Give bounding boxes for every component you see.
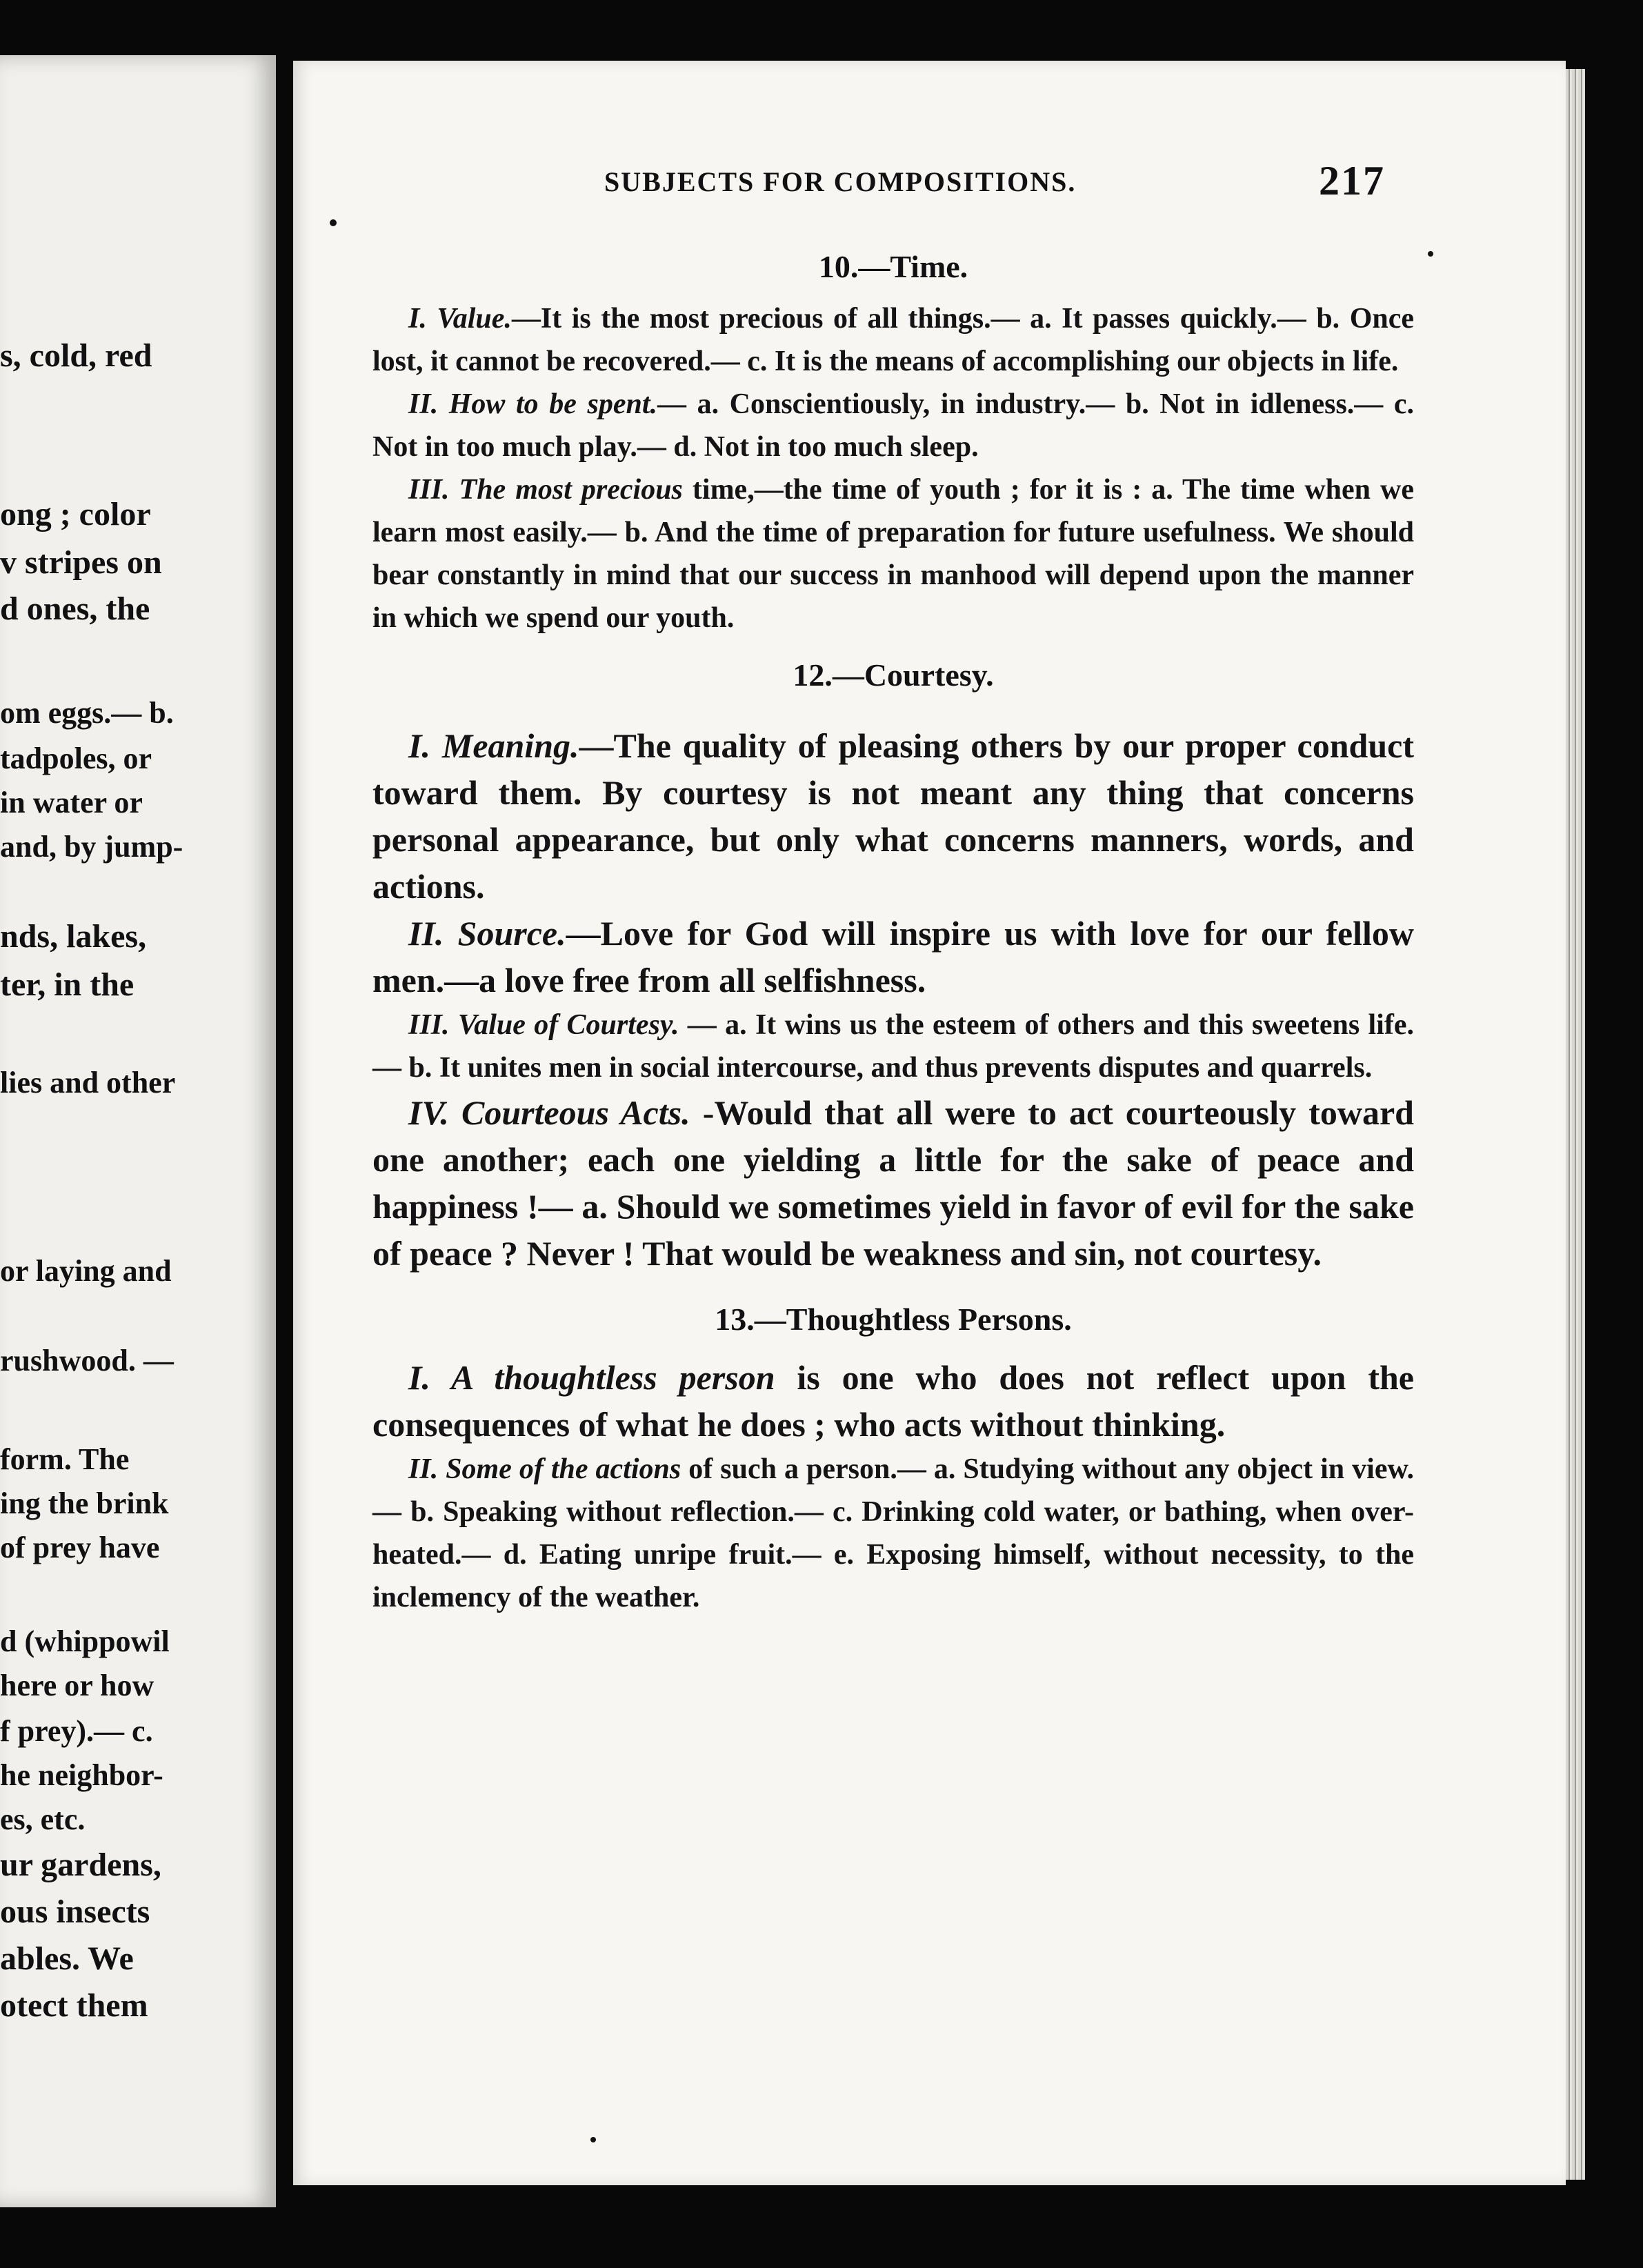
left-text-line: lies and other [0,1066,176,1100]
paragraph-text: — a. Conscientiously, in industry.— b. Not in idleness.— c. Not in too much play.— d. Not in too much sleep. [372,388,1415,463]
paragraph-label: II. How to be spent. [408,388,657,420]
page-edge [1566,69,1585,2180]
paragraph-label: II. Some of the actions [408,1453,681,1485]
section-time [372,245,1414,639]
paragraph [372,722,1414,910]
left-text-line: om eggs.— b. [0,696,174,730]
paragraph-text: —The quality of pleasing others by our proper conduct toward them. By courtesy is not meant any thing that concerns personal appearance, but only what concerns manners, words, and actions. [372,726,1414,906]
section-heading: 12.—Courtesy. [793,657,994,693]
left-text-line: in water or [0,786,143,819]
paragraph-text: time,—the time of youth ; for it is : a. The time when we learn most easily.— b. And the time of preparation for future usefulness. We should bear constantly in mind that our success in manhood will depend upon the manner in which we spend our youth. [372,474,1415,634]
page-content [372,245,1414,1619]
left-text-line: ong ; color [0,496,151,533]
left-text-line: of prey have [0,1531,160,1564]
page-number: 217 [1319,158,1385,203]
left-text-line: es, etc. [0,1802,86,1836]
left-text-line: ter, in the [0,966,135,1003]
paragraph [372,468,1414,639]
ink-speck [330,219,337,226]
left-text-line: f prey).— c. [0,1714,153,1748]
left-text-line: ur gardens, [0,1847,161,1883]
paragraph-text: of such a person.— a. Studying without any object in view.— b. Speaking without reflection.— c. Drinking cold water, or bathing, when over-heated.— d. Eating unripe fruit.— e. Exposing himself, without necessity, to the inclemency of the weather. [372,1453,1415,1613]
paragraph [372,1089,1414,1277]
paragraph [372,383,1414,468]
paragraph-text: —Love for God will inspire us with love for our fellow men.—a love free from all selfishness. [372,914,1414,999]
paragraph-label: I. Meaning. [408,726,579,765]
paragraph-label: III. Value of Courtesy. [408,1009,679,1041]
ink-speck [1428,251,1433,257]
left-text-line: form. The [0,1442,130,1476]
paragraph-text: is one who does not reflect upon the consequences of what he does ; who acts without thinking. [372,1358,1414,1444]
left-page-fragment [0,55,276,2207]
paragraph [372,1004,1414,1089]
paragraph [372,297,1414,383]
left-text-line: here or how [0,1669,155,1702]
paragraph-text: —It is the most precious of all things.— a. It passes quickly.— b. Once lost, it cannot be recovered.— c. It is the means of accomplishing our objects in life. [372,303,1415,377]
left-text-line: ing the brink [0,1486,169,1520]
left-text-line: ous insects [0,1893,150,1930]
left-text-line: ables. We [0,1940,134,1977]
paragraph-label: II. Source. [408,914,566,953]
left-text-line: and, by jump- [0,830,183,864]
paragraph [372,910,1414,1004]
section-heading: 13.—Thoughtless Persons. [715,1302,1072,1337]
section-heading: 10.—Time. [818,249,968,284]
left-text-line: d ones, the [0,590,150,627]
left-text-line: tadpoles, or [0,742,152,775]
section-courtesy [372,653,1414,1277]
paragraph-label: IV. Courteous Acts. [408,1093,690,1132]
paragraph [372,1354,1414,1448]
left-text-line: rushwood. — [0,1344,174,1377]
paragraph-text: -Would that all were to act courteously toward one another; each one yielding a little for the sake of peace and happiness !— a. Should we sometimes yield in favor of evil for the sake of peace ? Never ! That would be weakness and sin, not courtesy. [372,1093,1414,1273]
paragraph-label: I. A thoughtless person [408,1358,775,1397]
left-text-line: or laying and [0,1254,172,1288]
paragraph-text: — a. It wins us the esteem of others and this sweetens life.— b. It unites men in social intercourse, and thus prevents disputes and quarrels. [372,1009,1414,1084]
left-text-line: d (whippowil [0,1624,170,1658]
ink-speck [590,2137,596,2142]
paragraph [372,1448,1414,1619]
left-text-line: he neighbor- [0,1758,163,1792]
section-thoughtless-persons [372,1297,1414,1619]
left-text-line: v stripes on [0,544,162,581]
running-title: SUBJECTS FOR COMPOSITIONS. [604,166,1077,197]
paragraph-label: III. The most precious [408,474,683,506]
paragraph-label: I. Value. [408,303,512,335]
left-text-line: otect them [0,1987,148,2024]
left-text-line: s, cold, red [0,337,152,374]
left-text-line: nds, lakes, [0,918,147,955]
